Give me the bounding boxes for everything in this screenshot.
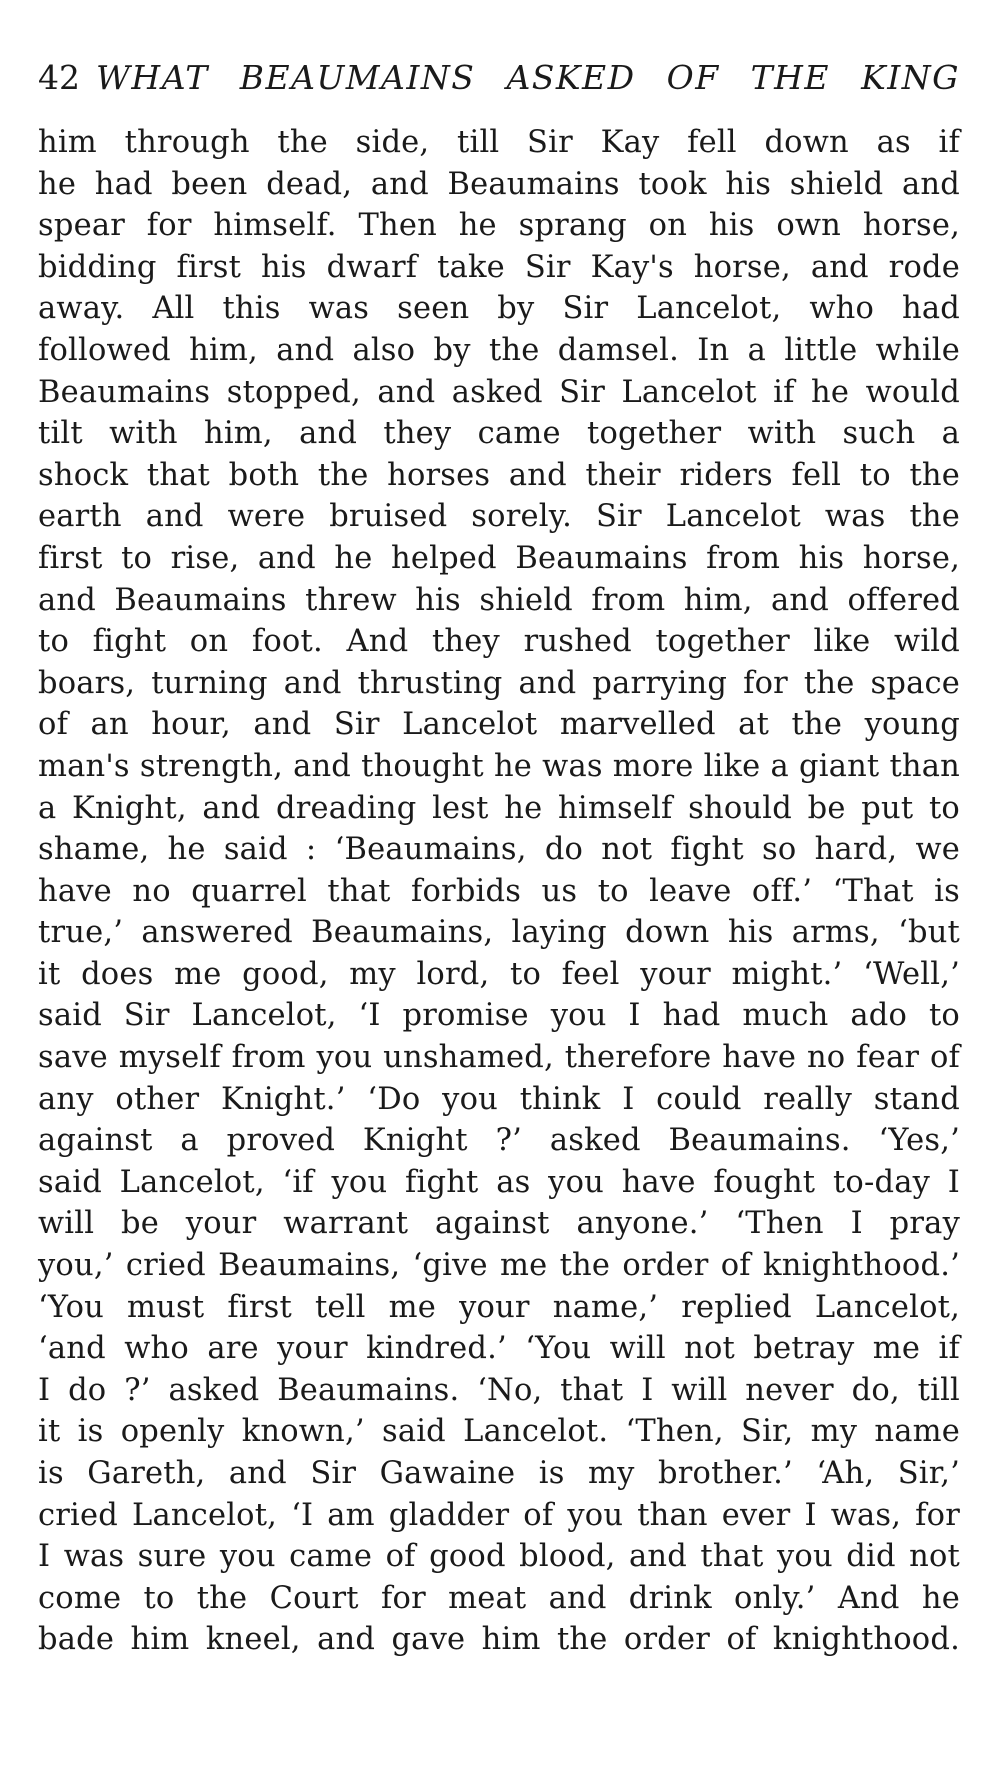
text-line: a Knight, and dreading lest he himself should be put to (38, 790, 960, 826)
text-line: cried Lancelot, ‘I am gladder of you than ever I was, for (38, 1497, 960, 1533)
text-line: shock that both the horses and their riders fell to the (38, 457, 960, 493)
text-line: of an hour, and Sir Lancelot marvelled at the young (38, 707, 960, 743)
text-line: it does me good, my lord, to feel your might.’ ‘Well,’ (38, 956, 960, 992)
text-line: bade him kneel, and gave him the order of knighthood. (38, 1622, 960, 1658)
book-page (38, 58, 960, 1661)
text-line: to fight on foot. And they rushed together like wild (38, 624, 960, 660)
text-line: Beaumains stopped, and asked Sir Lancelot if he would (38, 374, 960, 410)
text-line: it is openly known,’ said Lancelot. ‘Then, Sir, my name (38, 1414, 960, 1450)
text-line: followed him, and also by the damsel. In a little while (38, 332, 960, 368)
text-line: bidding first his dwarf take Sir Kay's horse, and rode (38, 249, 960, 285)
text-line: away. All this was seen by Sir Lancelot, who had (38, 291, 960, 327)
running-header (38, 58, 960, 102)
text-line: I do ?’ asked Beaumains. ‘No, that I will never do, till (38, 1372, 960, 1408)
text-line: said Lancelot, ‘if you fight as you have fought to-day I (38, 1164, 960, 1200)
text-line: shame, he said : ‘Beaumains, do not fight so hard, we (38, 832, 960, 868)
text-line: said Sir Lancelot, ‘I promise you I had much ado to (38, 998, 960, 1034)
text-line: and Beaumains threw his shield from him, and offered (38, 582, 960, 618)
text-line: true,’ answered Beaumains, laying down his arms, ‘but (38, 915, 960, 951)
text-line: have no quarrel that forbids us to leave off.’ ‘That is (38, 873, 960, 909)
text-line: he had been dead, and Beaumains took his shield and (38, 166, 960, 202)
text-line: any other Knight.’ ‘Do you think I could really stand (38, 1081, 960, 1117)
text-line: spear for himself. Then he sprang on his own horse, (38, 208, 960, 244)
text-line: come to the Court for meat and drink only.’ And he (38, 1580, 960, 1616)
text-line: ‘and who are your kindred.’ ‘You will not betray me if (38, 1331, 960, 1367)
text-line: ‘You must first tell me your name,’ replied Lancelot, (38, 1289, 960, 1325)
text-line: against a proved Knight ?’ asked Beaumains. ‘Yes,’ (38, 1123, 960, 1159)
text-line: I was sure you came of good blood, and that you did not (38, 1539, 960, 1575)
running-title: WHAT BEAUMAINS ASKED OF THE KING (96, 58, 960, 97)
text-line: boars, turning and thrusting and parrying for the space (38, 665, 960, 701)
text-line: man's strength, and thought he was more like a giant than (38, 748, 960, 784)
text-line: tilt with him, and they came together with such a (38, 416, 960, 452)
text-line: will be your warrant against anyone.’ ‘Then I pray (38, 1206, 960, 1242)
body-text (38, 122, 960, 1661)
page-number: 42 (38, 58, 80, 97)
text-line: earth and were bruised sorely. Sir Lancelot was the (38, 499, 960, 535)
text-line: first to rise, and he helped Beaumains from his horse, (38, 540, 960, 576)
text-line: save myself from you unshamed, therefore have no fear of (38, 1040, 960, 1076)
text-line: him through the side, till Sir Kay fell down as if (38, 125, 960, 160)
text-line: is Gareth, and Sir Gawaine is my brother.’ ‘Ah, Sir,’ (38, 1456, 960, 1491)
text-line: you,’ cried Beaumains, ‘give me the order of knighthood.’ (38, 1248, 960, 1284)
